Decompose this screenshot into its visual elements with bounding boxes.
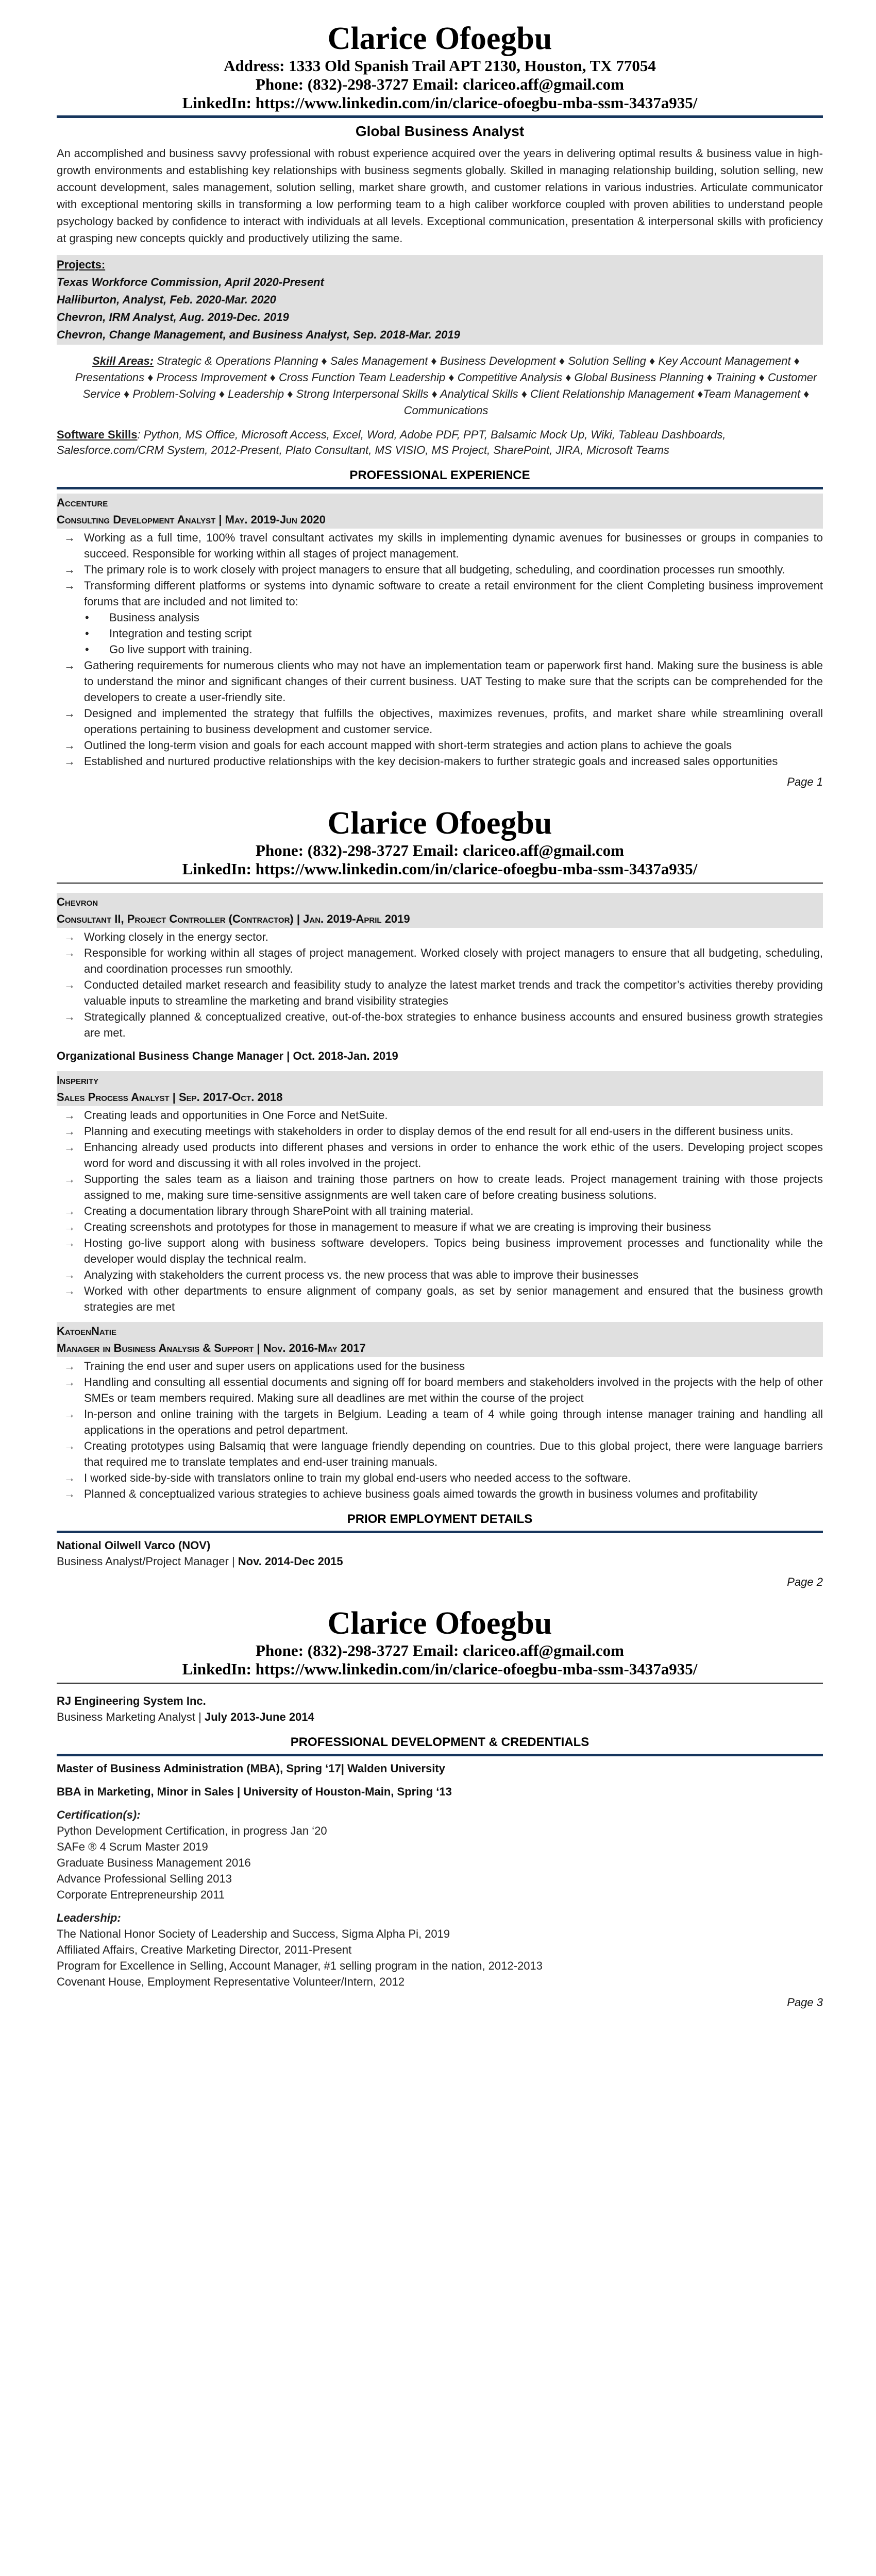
job-role: Business Analyst/Project Manager | <box>57 1555 238 1568</box>
arrow-bullet-icon: → <box>64 1360 75 1372</box>
bullet-text: I worked side-by-side with translators online to train my global end-users who needed access to the software. <box>84 1471 631 1484</box>
leadership-item: The National Honor Society of Leadership and Success, Sigma Alpha Pi, 2019 <box>57 1927 450 1940</box>
arrow-bullet-icon: → <box>64 1221 75 1233</box>
bullet-item <box>57 753 823 769</box>
resume-name: Clarice Ofoegbu <box>327 21 552 56</box>
bullet-item <box>57 1171 823 1203</box>
leadership <box>57 1910 823 1990</box>
projects-label: Projects: <box>57 258 106 271</box>
bullet-text: Conducted detailed market research and feasibility study to analyze the latest market trends and track the competitor’s activities thereby providing valuable inputs to streamline the marketing and brand visibility strategies <box>84 978 823 1007</box>
job-header-chevron <box>57 893 823 928</box>
project-item: Chevron, Change Management, and Business Analyst, Sep. 2018-Mar. 2019 <box>57 328 460 341</box>
page-number: Page 1 <box>787 775 823 788</box>
skill-areas-list: Strategic & Operations Planning ♦ Sales Management ♦ Business Development ♦ Solution Selling ♦ Key Account Management ♦ Presentations ♦ Process Improvement ♦ Cross Function Team Leadership ♦ Competitive Analysis ♦ Global Business Planning ♦ Training ♦ Customer Service ♦ Problem-Solving ♦ Leadership ♦ Strong Interpersonal Skills ♦ Analytical Skills ♦ Client Relationship Management ♦Team Management ♦ Communications <box>75 354 817 417</box>
job-role: Manager in Business Analysis & Support | Nov. 2016-May 2017 <box>57 1342 366 1354</box>
section-divider <box>57 487 823 489</box>
sub-bullet-list <box>84 609 823 657</box>
bullet-item <box>57 1358 823 1374</box>
bullet-item <box>57 530 823 562</box>
certifications-label: Certification(s): <box>57 1808 141 1821</box>
summary-paragraph: An accomplished and business savvy professional with robust experience acquired over the years in delivering optimal results & business value in high-growth environments and establishing key relationships with business segments globally. Skilled in managing relationship building, solution selling, new account development, sales management, solution selling, market share growth, and customer relations in various industries. Articulate communicator with exceptional mentoring skills in transforming a low performing team to a high caliber workforce coupled with proven abilities to understand people psychology backed by confidence to interact with individuals at all levels. Exceptional communication, presentation & interpersonal skills with proficiency at grasping new concepts quickly and productively utilizing the same. <box>57 147 823 245</box>
job-role-change-manager: Organizational Business Change Manager | Oct. 2018-Jan. 2019 <box>57 1049 398 1062</box>
leadership-label: Leadership: <box>57 1911 121 1924</box>
bullet-item <box>57 1406 823 1438</box>
bullet-text: Working closely in the energy sector. <box>84 930 268 943</box>
bullet-text: Creating a documentation library through SharePoint with all training material. <box>84 1205 474 1217</box>
job-header-accenture <box>57 494 823 529</box>
contact-block <box>57 841 823 878</box>
job-role: Business Marketing Analyst | <box>57 1710 205 1723</box>
bullet-item <box>57 977 823 1009</box>
job-role: Consulting Development Analyst | May. 2019-Jun 2020 <box>57 513 326 526</box>
arrow-bullet-icon: → <box>64 1408 75 1420</box>
bullet-item <box>57 1203 823 1219</box>
bullet-text: Responsible for working within all stages of project management. Worked closely with project managers to ensure that all budgeting, scheduling, and coordination processes run smoothly. <box>84 946 823 975</box>
sub-bullet-item <box>84 609 823 625</box>
arrow-bullet-icon: → <box>64 1141 75 1154</box>
bullet-text: Handling and consulting all essential documents and signing off for board members and stakeholders involved in the projects with the help of other SMEs or team members required. Making sure all deadlines are met within the course of the project <box>84 1376 823 1404</box>
header-divider <box>57 1683 823 1684</box>
arrow-bullet-icon: → <box>64 563 75 576</box>
linkedin-link[interactable]: LinkedIn: https://www.linkedin.com/in/clarice-ofoegbu-mba-ssm-3437a935/ <box>182 94 698 112</box>
resume-name: Clarice Ofoegbu <box>327 1606 552 1641</box>
section-divider <box>57 1531 823 1533</box>
arrow-bullet-icon: → <box>64 579 75 592</box>
sub-bullet-text: Integration and testing script <box>109 627 252 640</box>
bullet-item <box>57 1470 823 1486</box>
leadership-item: Program for Excellence in Selling, Account Manager, #1 selling program in the nation, 2012-2013 <box>57 1959 543 1972</box>
project-item: Texas Workforce Commission, April 2020-Present <box>57 276 324 289</box>
bullet-item <box>57 737 823 753</box>
company-name: Insperity <box>57 1074 99 1087</box>
company-name: Chevron <box>57 895 98 908</box>
arrow-bullet-icon: → <box>64 1173 75 1185</box>
chevron-bullets <box>57 929 823 1041</box>
bullet-item <box>57 1107 823 1123</box>
project-item: Halliburton, Analyst, Feb. 2020-Mar. 2020 <box>57 293 276 306</box>
bullet-item <box>57 1219 823 1235</box>
katoennatie-bullets <box>57 1358 823 1502</box>
arrow-bullet-icon: → <box>64 1376 75 1388</box>
bullet-item <box>57 578 823 657</box>
bullet-item <box>57 1123 823 1139</box>
software-skills-list: : Python, MS Office, Microsoft Access, Excel, Word, Adobe PDF, PPT, Balsamic Mock Up, Wiki, Tableau Dashboards, Salesforce.com/CRM System, 2012-Present, Plato Consultant, MS VISIO, MS Project, SharePoint, JIRA, Microsoft Teams <box>57 428 726 456</box>
bullet-text: Enhancing already used products into different phases and versions in order to enhance the work ethic of the users. Developing project scopes word for word and discussing it with all roles involved in the project. <box>84 1141 823 1170</box>
certification-item: Advance Professional Selling 2013 <box>57 1872 232 1885</box>
phone-email: Phone: (832)-298-3727 Email: clariceo.aff@gmail.com <box>256 75 624 93</box>
job-role: Sales Process Analyst | Sep. 2017-Oct. 2018 <box>57 1091 283 1104</box>
bullet-text: Outlined the long-term vision and goals for each account mapped with short-term strategies and action plans to achieve the goals <box>84 739 732 752</box>
phone-email: Phone: (832)-298-3727 Email: clariceo.aff@gmail.com <box>256 841 624 859</box>
certifications <box>57 1807 823 1903</box>
bullet-item <box>57 705 823 737</box>
job-header-katoennatie <box>57 1322 823 1357</box>
bullet-text: Supporting the sales team as a liaison and training those partners on how to create leads. Project management training with those projects assigned to me, making sure time-sensitive assignments are well taken care of before creating business solutions. <box>84 1173 823 1201</box>
bullet-text: Hosting go-live support along with business software developers. Topics being business improvement processes and functionality while the developer would display the technical realm. <box>84 1236 823 1265</box>
section-prior-employment: PRIOR EMPLOYMENT DETAILS <box>347 1512 533 1526</box>
bullet-item <box>57 1009 823 1041</box>
header-divider <box>57 883 823 884</box>
arrow-bullet-icon: → <box>64 1268 75 1281</box>
bullet-item <box>57 1283 823 1315</box>
prior-job-rj <box>57 1693 823 1725</box>
bullet-text: Gathering requirements for numerous clients who may not have an implementation team or paperwork first hand. Making sure the business is able to understand the minor and significant changes of their current business. UAT Testing to make sure that the scripts can be comprehended for the developers to create a user-friendly site. <box>84 659 823 704</box>
bullet-text: Creating leads and opportunities in One Force and NetSuite. <box>84 1109 388 1122</box>
resume-document <box>57 0 823 2021</box>
sub-bullet-item <box>84 625 823 641</box>
arrow-bullet-icon: → <box>64 978 75 991</box>
certification-item: SAFe ® 4 Scrum Master 2019 <box>57 1840 208 1853</box>
bullet-item <box>57 1235 823 1267</box>
bullet-item <box>57 1486 823 1502</box>
certification-item: Python Development Certification, in progress Jan ‘20 <box>57 1824 327 1837</box>
arrow-bullet-icon: → <box>64 1109 75 1122</box>
bullet-text: Worked with other departments to ensure alignment of company goals, as set by senior management and ensured that the business growth strategies are met <box>84 1284 823 1313</box>
address: Address: 1333 Old Spanish Trail APT 2130, Houston, TX 77054 <box>224 57 656 75</box>
prior-job-nov <box>57 1537 823 1569</box>
bullet-text: Planned & conceptualized various strategies to achieve business goals aimed towards the growth in business volumes and profitability <box>84 1487 758 1500</box>
arrow-bullet-icon: → <box>64 755 75 768</box>
company-name: KatoenNatie <box>57 1325 116 1337</box>
job-dates: Nov. 2014-Dec 2015 <box>238 1555 343 1568</box>
company-name: RJ Engineering System Inc. <box>57 1694 206 1707</box>
bullet-text: Analyzing with stakeholders the current process vs. the new process that was able to improve their businesses <box>84 1268 639 1281</box>
bullet-item <box>57 1139 823 1171</box>
bullet-text: Established and nurtured productive relationships with the key decision-makers to further strategic goals and increased sales opportunities <box>84 755 778 768</box>
arrow-bullet-icon: → <box>64 1010 75 1023</box>
bullet-text: Training the end user and super users on applications used for the business <box>84 1360 465 1372</box>
skill-areas <box>73 353 819 419</box>
dot-bullet-icon: • <box>85 627 89 640</box>
bullet-item <box>57 657 823 705</box>
arrow-bullet-icon: → <box>64 1125 75 1138</box>
arrow-bullet-icon: → <box>64 1205 75 1217</box>
phone-email: Phone: (832)-298-3727 Email: clariceo.aff@gmail.com <box>256 1641 624 1659</box>
arrow-bullet-icon: → <box>64 1471 75 1484</box>
linkedin-link[interactable]: LinkedIn: https://www.linkedin.com/in/clarice-ofoegbu-mba-ssm-3437a935/ <box>182 860 698 878</box>
education-bba: BBA in Marketing, Minor in Sales | University of Houston-Main, Spring ‘13 <box>57 1785 452 1798</box>
section-divider <box>57 1754 823 1756</box>
sub-bullet-text: Business analysis <box>109 611 199 624</box>
contact-block <box>57 57 823 112</box>
page-break <box>57 790 823 805</box>
bullet-item <box>57 945 823 977</box>
bullet-text: Creating screenshots and prototypes for those in management to measure if what we are creating is improving their business <box>84 1221 711 1233</box>
page-break <box>57 1590 823 1605</box>
arrow-bullet-icon: → <box>64 930 75 943</box>
bullet-text: Transforming different platforms or systems into dynamic software to create a retail environment for the client Completing business improvement forums that are included and not limited to: <box>84 579 823 608</box>
project-item: Chevron, IRM Analyst, Aug. 2019-Dec. 2019 <box>57 311 289 324</box>
page-number: Page 2 <box>787 1575 823 1588</box>
software-skills <box>57 427 823 458</box>
sub-bullet-item <box>84 641 823 657</box>
arrow-bullet-icon: → <box>64 659 75 672</box>
accenture-bullets <box>57 530 823 769</box>
dot-bullet-icon: • <box>85 643 89 656</box>
arrow-bullet-icon: → <box>64 739 75 752</box>
leadership-item: Covenant House, Employment Representative Volunteer/Intern, 2012 <box>57 1975 405 1988</box>
certification-item: Corporate Entrepreneurship 2011 <box>57 1888 225 1901</box>
company-name: National Oilwell Varco (NOV) <box>57 1539 211 1552</box>
bullet-text: Creating prototypes using Balsamiq that were language friendly depending on countries. Due to this global project, there were language barriers that required me to translate templates and end-user training manuals. <box>84 1439 823 1468</box>
certification-item: Graduate Business Management 2016 <box>57 1856 251 1869</box>
arrow-bullet-icon: → <box>64 707 75 720</box>
contact-block <box>57 1641 823 1679</box>
insperity-bullets <box>57 1107 823 1315</box>
arrow-bullet-icon: → <box>64 531 75 544</box>
bullet-item <box>57 1438 823 1470</box>
page-number: Page 3 <box>787 1996 823 2009</box>
header-divider <box>57 115 823 118</box>
bullet-item <box>57 562 823 578</box>
resume-name: Clarice Ofoegbu <box>327 806 552 841</box>
arrow-bullet-icon: → <box>64 1487 75 1500</box>
bullet-text: Working as a full time, 100% travel consultant activates my skills in implementing dynamic avenues for businesses or groups in companies to succeed. Responsible for working within all stages of project management. <box>84 531 823 560</box>
software-skills-label: Software Skills <box>57 428 138 441</box>
section-professional-development: PROFESSIONAL DEVELOPMENT & CREDENTIALS <box>290 1735 589 1749</box>
leadership-item: Affiliated Affairs, Creative Marketing Director, 2011-Present <box>57 1943 352 1956</box>
bullet-text: In-person and online training with the targets in Belgium. Leading a team of 4 while going through intense manager training and handling all applications in the operations and petrol department. <box>84 1408 823 1436</box>
job-role: Consultant II, Project Controller (Contractor) | Jan. 2019-April 2019 <box>57 912 410 925</box>
arrow-bullet-icon: → <box>64 1439 75 1452</box>
company-name: Accenture <box>57 496 108 509</box>
sub-bullet-text: Go live support with training. <box>109 643 252 656</box>
bullet-item <box>57 1374 823 1406</box>
bullet-text: Designed and implemented the strategy that fulfills the objectives, maximizes revenues, profits, and market share while streamlining overall operations pertaining to business development and customer service. <box>84 707 823 736</box>
linkedin-link[interactable]: LinkedIn: https://www.linkedin.com/in/clarice-ofoegbu-mba-ssm-3437a935/ <box>182 1660 698 1678</box>
arrow-bullet-icon: → <box>64 1236 75 1249</box>
bullet-text: Strategically planned & conceptualized creative, out-of-the-box strategies to enhance business accounts and ensured business growth strategies are met. <box>84 1010 823 1039</box>
dot-bullet-icon: • <box>85 611 89 624</box>
bullet-item <box>57 1267 823 1283</box>
projects-box <box>57 255 823 345</box>
arrow-bullet-icon: → <box>64 946 75 959</box>
skill-areas-label: Skill Areas: <box>92 354 154 367</box>
job-title: Global Business Analyst <box>355 123 525 139</box>
job-dates: July 2013-June 2014 <box>204 1710 314 1723</box>
education-mba: Master of Business Administration (MBA), Spring ‘17| Walden University <box>57 1762 445 1775</box>
section-professional-experience: PROFESSIONAL EXPERIENCE <box>349 468 530 482</box>
bullet-text: The primary role is to work closely with project managers to ensure that all budgeting, scheduling, and coordination processes run smoothly. <box>84 563 785 576</box>
bullet-item <box>57 929 823 945</box>
arrow-bullet-icon: → <box>64 1284 75 1297</box>
job-header-insperity <box>57 1071 823 1106</box>
bullet-text: Planning and executing meetings with stakeholders in order to display demos of the end result for all end-users in the different business units. <box>84 1125 794 1138</box>
